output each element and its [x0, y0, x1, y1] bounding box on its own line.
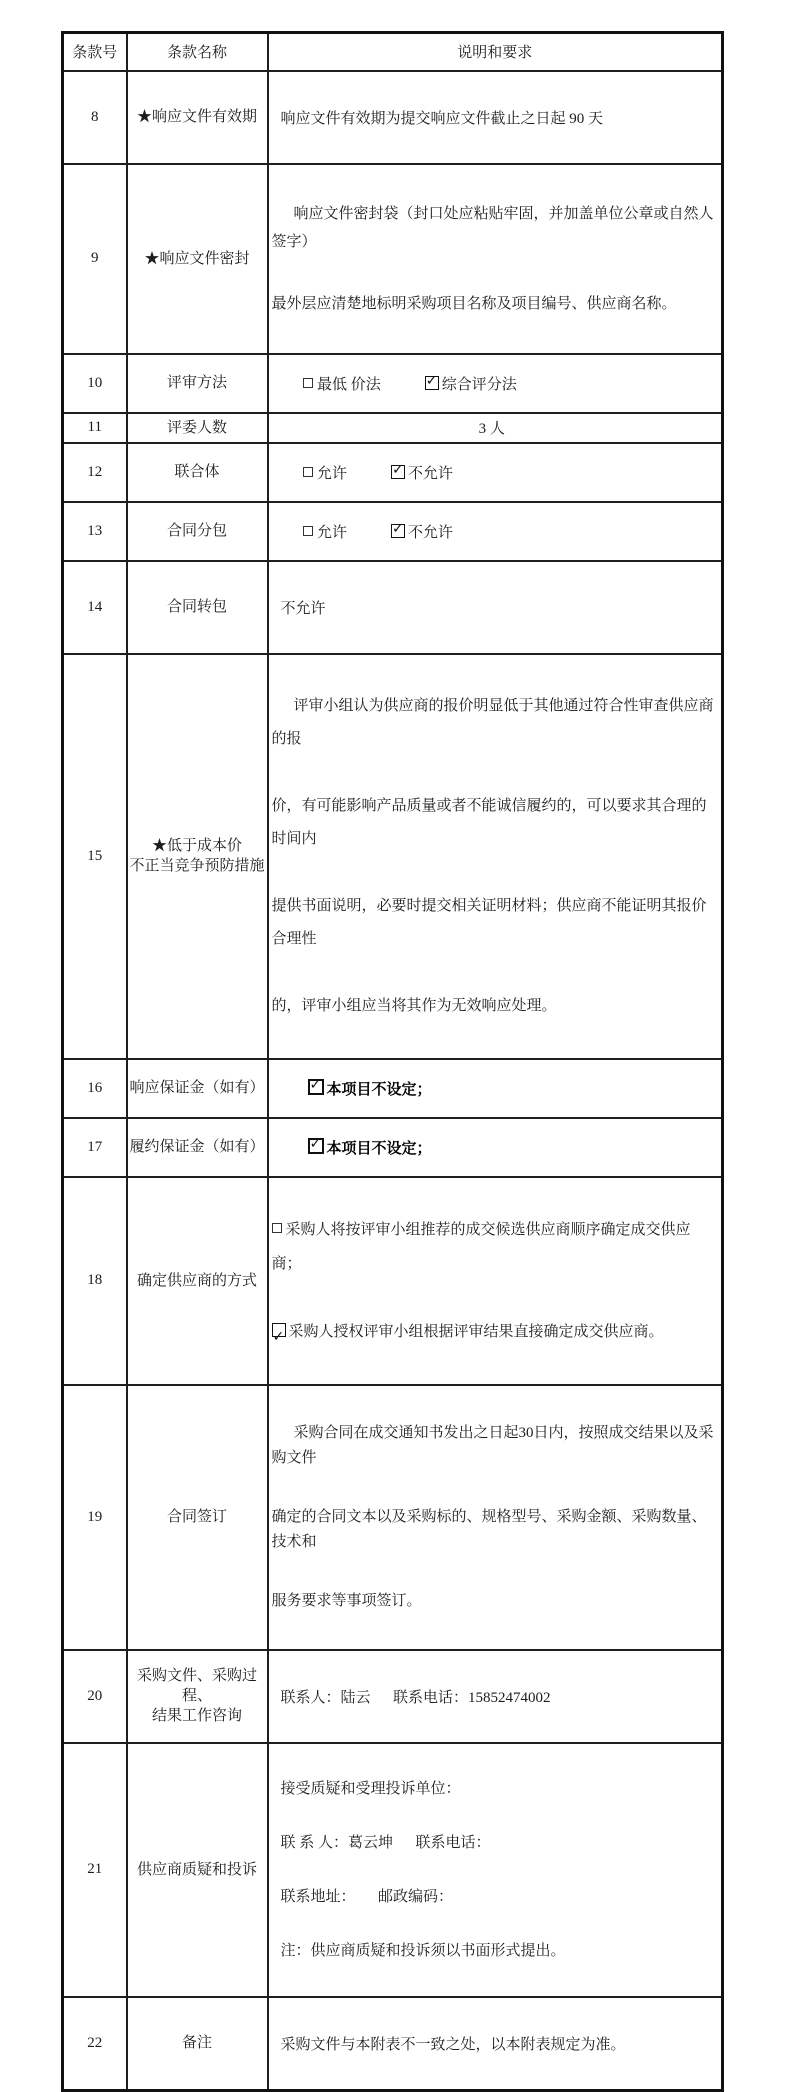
table-row: [63, 1650, 723, 1743]
table-row: [63, 164, 723, 354]
header-description: 说明和要求: [268, 33, 723, 71]
clause-no: 17: [63, 1118, 127, 1177]
table-row: [63, 1177, 723, 1385]
clause-name: ★响应文件密封: [127, 164, 268, 354]
unchecked-checkbox-icon: [303, 378, 313, 388]
checked-checkbox-icon: [308, 1079, 324, 1095]
clause-name: ★响应文件有效期: [127, 71, 268, 164]
table-row: [63, 654, 723, 1059]
option-label: 允许: [317, 524, 348, 541]
table-row: [63, 561, 723, 654]
clause-no: 18: [63, 1177, 127, 1385]
desc-line: 评审小组认为供应商的报价明显低于其他通过符合性审查供应商的报: [271, 697, 714, 747]
option-lowest-price: [303, 377, 381, 393]
clause-table: [61, 31, 724, 2092]
desc-line: 联系地址： 邮政编码：: [280, 1888, 454, 1905]
clause-desc: [268, 71, 723, 164]
clause-desc: 3 人: [268, 413, 723, 443]
checked-checkbox-icon: [308, 1138, 324, 1154]
clause-desc: [268, 1118, 723, 1177]
checked-checkbox-icon: [425, 376, 439, 390]
clause-name: [127, 654, 268, 1059]
desc-line: 联 系 人：葛云坤 联系电话：: [280, 1834, 491, 1851]
desc-line: 确定的合同文本以及采购标的、规格型号、采购金额、采购数量、技术和: [271, 1508, 707, 1550]
clause-desc: [268, 354, 723, 413]
option-label: 不允许: [408, 465, 454, 482]
clause-no: 15: [63, 654, 127, 1059]
table-row: [63, 502, 723, 561]
clause-no: 11: [63, 413, 127, 443]
clause-name: 评审方法: [127, 354, 268, 413]
bold-statement: 本项目不设定；: [326, 1139, 432, 1157]
option-label: 综合评分法: [441, 376, 517, 393]
desc-line: 价，有可能影响产品质量或者不能诚信履约的，可以要求其合理的时间内: [271, 797, 707, 847]
desc-line: 服务要求等事项签订。: [271, 1592, 422, 1609]
clause-no: 16: [63, 1059, 127, 1118]
clause-name: 联合体: [127, 443, 268, 502]
clause-desc: [268, 1177, 723, 1385]
desc-line: 采购合同在成交通知书发出之日起30日内，按照成交结果以及采购文件: [271, 1424, 714, 1466]
clause-desc: [268, 1059, 723, 1118]
clause-name: 履约保证金（如有）: [127, 1118, 268, 1177]
clause-no: 20: [63, 1650, 127, 1743]
option-line: [272, 1315, 716, 1349]
clause-no: 21: [63, 1743, 127, 1997]
clause-desc: [268, 1385, 723, 1650]
table-row: [63, 1059, 723, 1118]
clause-no: 13: [63, 502, 127, 561]
clause-desc: [268, 1650, 723, 1743]
table-row: [63, 413, 723, 443]
checked-checkbox-icon: [391, 465, 405, 479]
desc-line: 采购文件与本附表不一致之处，以本附表规定为准。: [280, 2036, 626, 2053]
clause-name: 确定供应商的方式: [127, 1177, 268, 1385]
clause-no: 19: [63, 1385, 127, 1650]
clause-name: 响应保证金（如有）: [127, 1059, 268, 1118]
clause-desc: [268, 164, 723, 354]
unchecked-checkbox-icon: [272, 1223, 282, 1233]
table-row: [63, 1385, 723, 1650]
unchecked-checkbox-icon: [303, 467, 313, 477]
table-header-row: [63, 33, 723, 71]
desc-line: 响应文件密封袋（封口处应粘贴牢固，并加盖单位公章或自然人签字）: [271, 205, 714, 250]
checked-checkbox-icon: [272, 1323, 286, 1337]
clause-name: 供应商质疑和投诉: [127, 1743, 268, 1997]
clause-desc: [268, 1743, 723, 1997]
clause-no: 8: [63, 71, 127, 164]
table-row: [63, 71, 723, 164]
clause-name-line: 不正当竞争预防措施: [129, 858, 265, 874]
clause-no: 9: [63, 164, 127, 354]
clause-desc: [268, 654, 723, 1059]
desc-line: 响应文件有效期为提交响应文件截止之日起 90 天: [280, 110, 604, 127]
clause-name: 备注: [127, 1997, 268, 2091]
clause-desc: [268, 502, 723, 561]
option-line: [272, 1213, 716, 1281]
desc-line: 接受质疑和受理投诉单位：: [280, 1780, 461, 1797]
clause-name: 合同转包: [127, 561, 268, 654]
unchecked-checkbox-icon: [303, 526, 313, 536]
option-label: 最低 价法: [317, 376, 381, 393]
clause-name: 合同分包: [127, 502, 268, 561]
clause-name: 评委人数: [127, 413, 268, 443]
clause-name: [127, 1650, 268, 1743]
clause-no: 12: [63, 443, 127, 502]
header-clause-no: 条款号: [63, 33, 127, 71]
clause-name-line: 采购文件、采购过程、: [136, 1668, 257, 1704]
option-label: 不允许: [408, 524, 454, 541]
clause-no: 10: [63, 354, 127, 413]
option-label: 采购人授权评审小组根据评审结果直接确定成交供应商。: [288, 1323, 664, 1340]
option-not-allowed: [391, 525, 453, 541]
option-comprehensive-scoring: [425, 377, 517, 393]
clause-no: 22: [63, 1997, 127, 2091]
clause-no: 14: [63, 561, 127, 654]
clause-name-line: 结果工作咨询: [151, 1708, 242, 1724]
desc-line: 最外层应清楚地标明采购项目名称及项目编号、供应商名称。: [271, 295, 677, 312]
contact-line: 联系人：陆云 联系电话：15852474002: [280, 1689, 551, 1706]
table-row: [63, 443, 723, 502]
clause-name: 合同签订: [127, 1385, 268, 1650]
option-allowed: [303, 525, 347, 541]
clause-desc: [268, 1997, 723, 2091]
desc-line: 的，评审小组应当将其作为无效响应处理。: [271, 997, 557, 1014]
desc-line: 提供书面说明，必要时提交相关证明材料；供应商不能证明其报价合理性: [271, 897, 707, 947]
option-allowed: [303, 466, 347, 482]
table-row: [63, 1118, 723, 1177]
clause-desc: [268, 561, 723, 654]
desc-line: 注：供应商质疑和投诉须以书面形式提出。: [280, 1942, 566, 1959]
option-label: 允许: [317, 465, 348, 482]
table-row: [63, 354, 723, 413]
clause-name-line: ★低于成本价: [151, 838, 242, 854]
table-row: [63, 1743, 723, 1997]
option-not-allowed: [391, 466, 453, 482]
desc-line: 不允许: [280, 600, 326, 617]
bold-statement: 本项目不设定；: [326, 1080, 432, 1098]
table-row: [63, 1997, 723, 2091]
header-clause-name: 条款名称: [127, 33, 268, 71]
option-label: 采购人将按评审小组推荐的成交候选供应商顺序确定成交供应商；: [271, 1221, 691, 1272]
checked-checkbox-icon: [391, 524, 405, 538]
clause-desc: [268, 443, 723, 502]
